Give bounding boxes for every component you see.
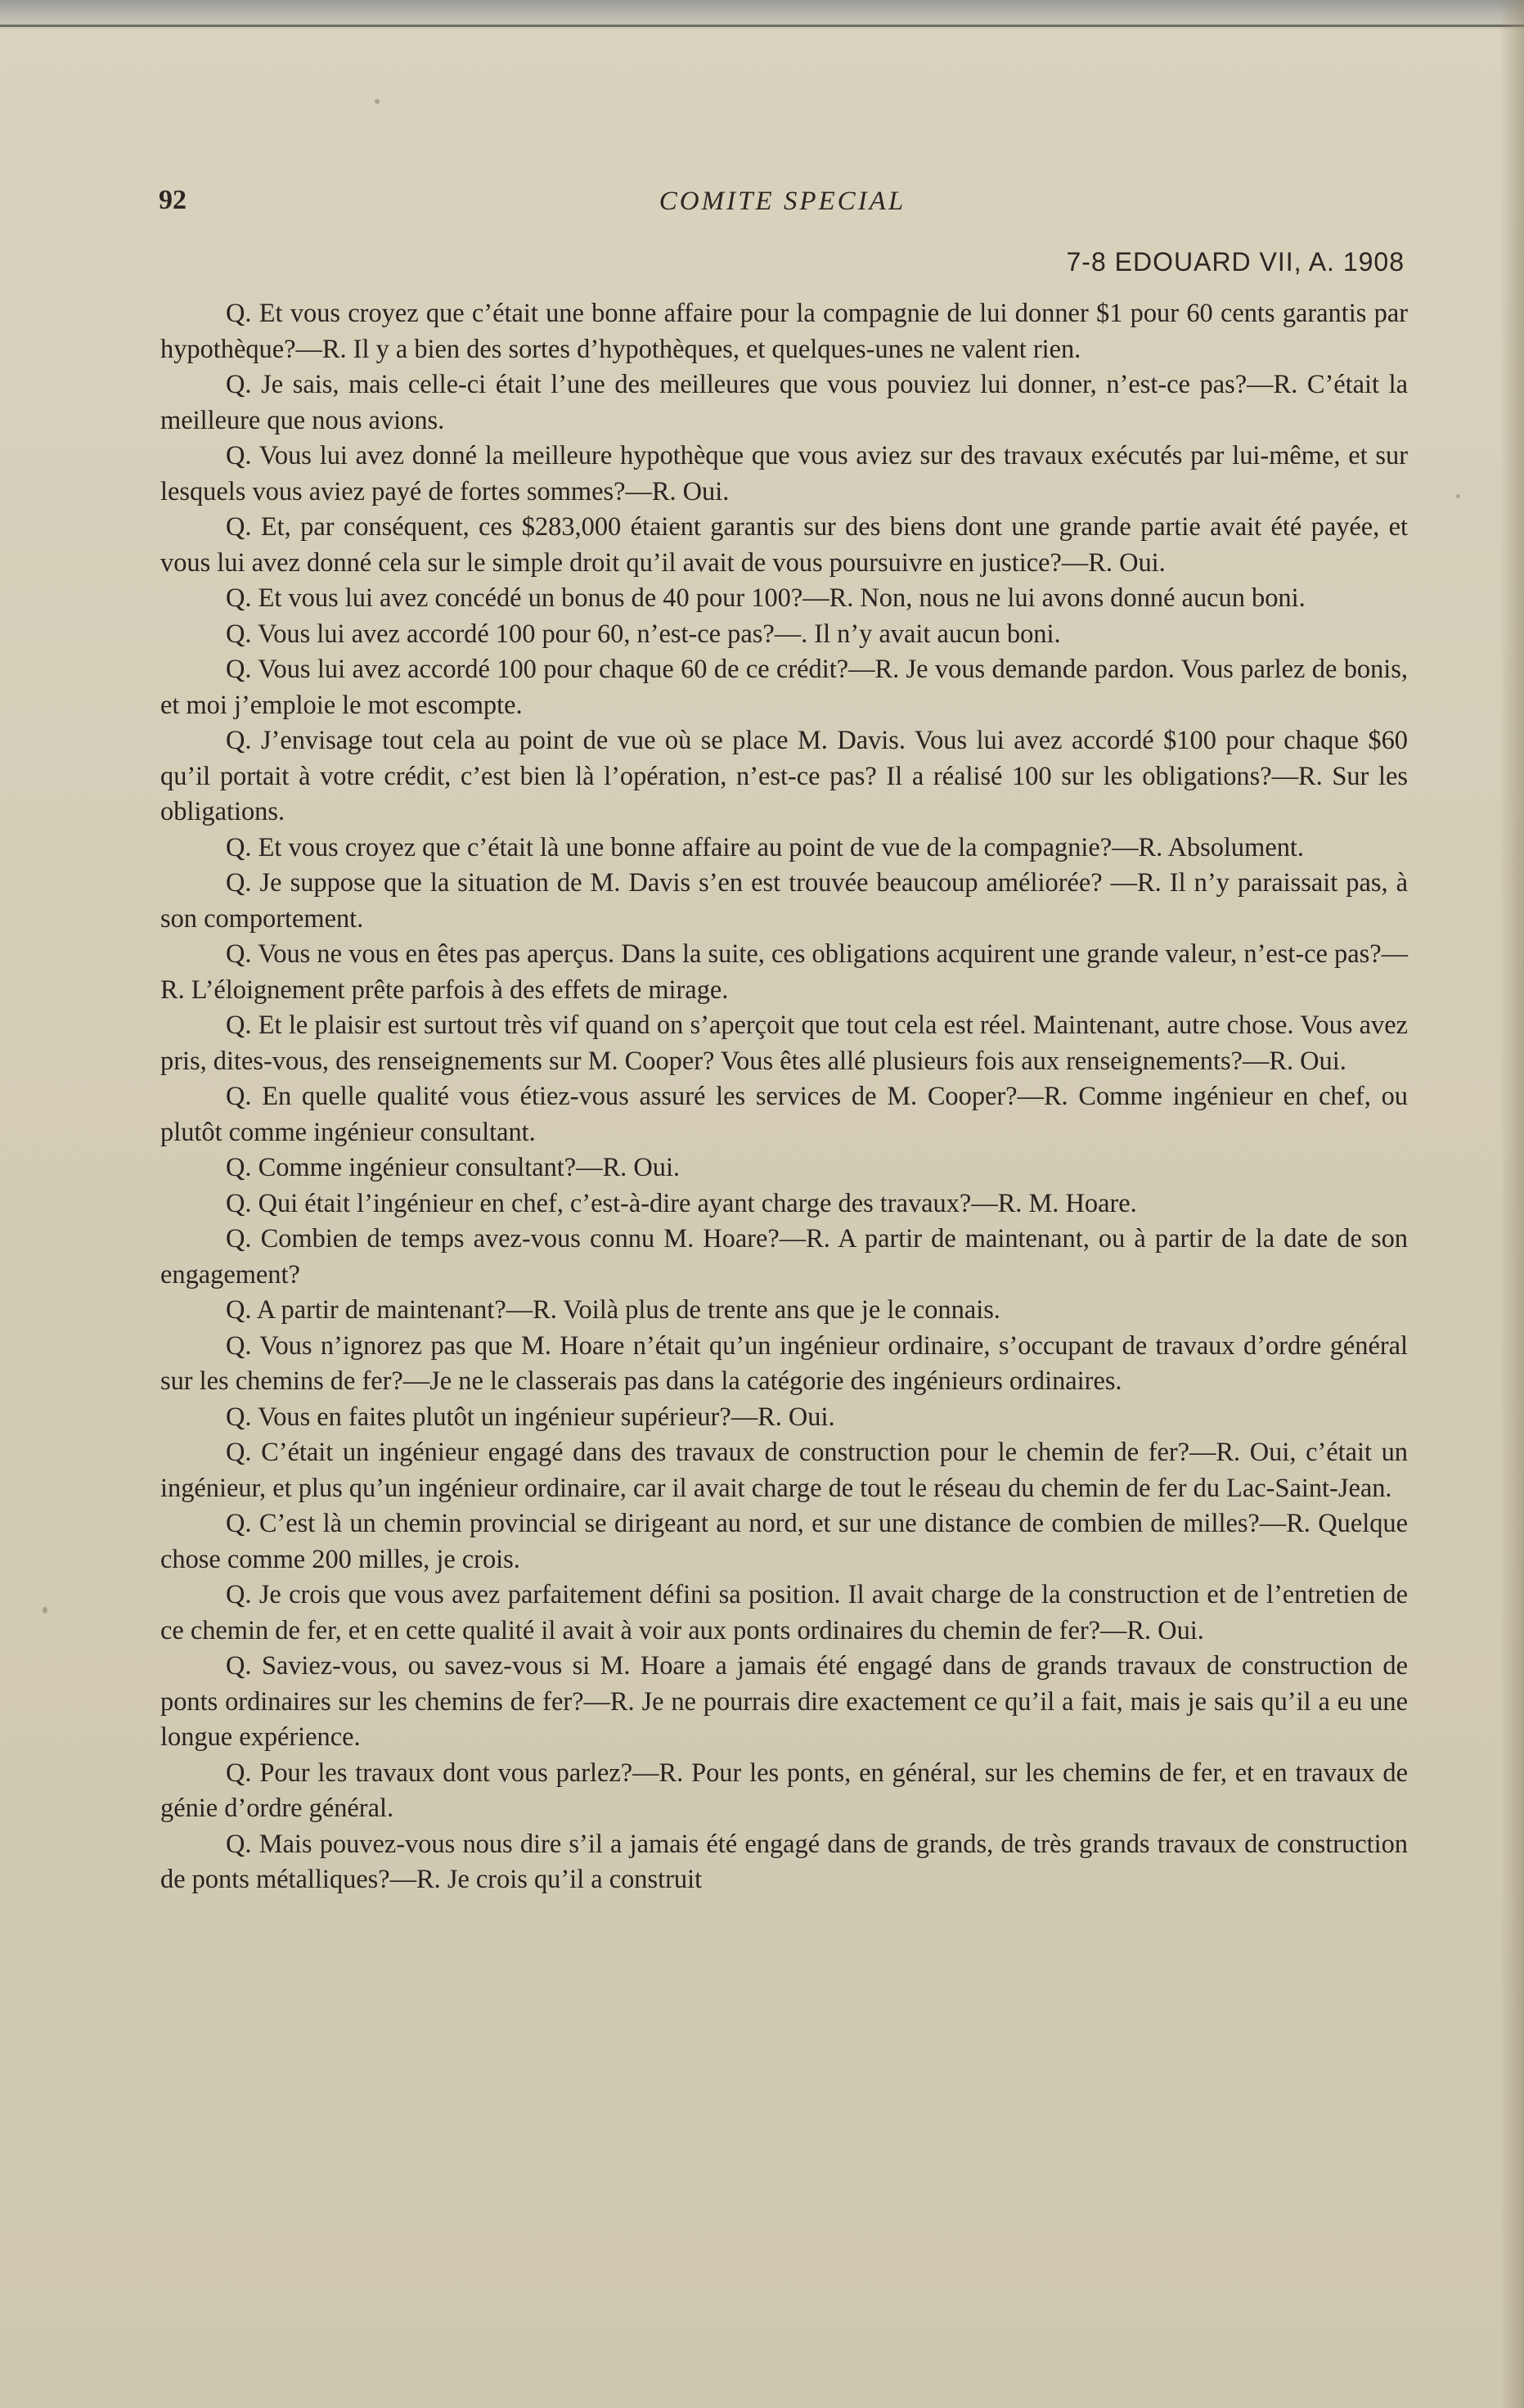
ink-speck — [375, 99, 380, 104]
qa-paragraph: Q. Combien de temps avez-vous connu M. Hoare?—R. A partir de maintenant, ou à partir de la date de son engagement? — [160, 1224, 1408, 1290]
qa-paragraph: Q. Mais pouvez-vous nous dire s’il a jamais été engagé dans de grands, de très grands travaux de construction de ponts métalliques?—R. Je crois qu’il a construit — [160, 1829, 1408, 1894]
qa-paragraph: Q. Et vous croyez que c’était une bonne affaire pour la compagnie de lui donner $1 pour 60 cents garantis par hypothèque?—R. Il y a bien des sortes d’hypothèques, et quelques-unes ne valent rien. — [160, 299, 1408, 364]
book-edge-line — [0, 25, 1524, 27]
qa-paragraph: Q. Vous en faites plutôt un ingénieur supérieur?—R. Oui. — [226, 1402, 835, 1432]
qa-paragraph: Q. Et vous lui avez concédé un bonus de 40 pour 100?—R. Non, nous ne lui avons donné aucun boni. — [226, 583, 1306, 613]
qa-paragraph: Q. Je crois que vous avez parfaitement défini sa position. Il avait charge de la construction et de l’entretien de ce chemin de fer, et en cette qualité il avait à voir aux ponts ordinaires du chemin de fer?—R. Oui. — [160, 1580, 1408, 1645]
qa-paragraph: Q. Saviez-vous, ou savez-vous si M. Hoare a jamais été engagé dans de grands travaux de construction de ponts ordinaires sur les chemins de fer?—R. Je ne pourrais dire exactement ce qu’il a fait, mais je sais qu’il a eu une longue expérience. — [160, 1651, 1408, 1752]
testimony-body — [160, 296, 1408, 1898]
page-number: 92 — [159, 185, 187, 215]
qa-paragraph: Q. Qui était l’ingénieur en chef, c’est-à-dire ayant charge des travaux?—R. M. Hoare. — [226, 1188, 1137, 1218]
page-header — [159, 185, 1406, 227]
qa-paragraph: Q. Je sais, mais celle-ci était l’une des meilleures que vous pouviez lui donner, n’est-ce pas?—R. C’était la meilleure que nous avions. — [160, 370, 1408, 435]
qa-paragraph: Q. Je suppose que la situation de M. Davis s’en est trouvée beaucoup améliorée? —R. Il n’y paraissait pas, à son comportement. — [160, 868, 1408, 934]
qa-paragraph: Q. Vous lui avez accordé 100 pour chaque 60 de ce crédit?—R. Je vous demande pardon. Vous parlez de bonis, et moi j’emploie le mot escompte. — [160, 655, 1408, 720]
session-reference: 7-8 EDOUARD VII, A. 1908 — [1066, 247, 1405, 277]
ink-speck — [43, 1607, 47, 1614]
qa-paragraph: Q. En quelle qualité vous étiez-vous assuré les services de M. Cooper?—R. Comme ingénieur en chef, ou plutôt comme ingénieur consultant. — [160, 1082, 1408, 1147]
running-title: COMITE SPECIAL — [659, 187, 906, 216]
qa-paragraph: Q. C’est là un chemin provincial se dirigeant au nord, et sur une distance de combien de milles?—R. Quelque chose comme 200 milles, je crois. — [160, 1509, 1408, 1574]
qa-paragraph: Q. Comme ingénieur consultant?—R. Oui. — [226, 1153, 681, 1182]
qa-paragraph: Q. J’envisage tout cela au point de vue où se place M. Davis. Vous lui avez accordé $100 pour chaque $60 qu’il portait à votre crédit, c’est bien là l’opération, n’est-ce pas? Il a réalisé 100 sur les obligations?—R. Sur les obligations. — [160, 726, 1408, 826]
qa-paragraph: Q. Vous lui avez donné la meilleure hypothèque que vous aviez sur des travaux exécutés par lui-même, et sur lesquels vous aviez payé de fortes sommes?—R. Oui. — [160, 441, 1408, 506]
qa-paragraph: Q. Vous n’ignorez pas que M. Hoare n’était qu’un ingénieur ordinaire, s’occupant de travaux d’ordre général sur les chemins de fer?—Je ne le classerais pas dans la catégorie des ingénieurs ordinaires. — [160, 1330, 1408, 1396]
qa-paragraph: Q. Et vous croyez que c’était là une bonne affaire au point de vue de la compagnie?—R. Absolument. — [226, 832, 1304, 862]
qa-paragraph: Q. Pour les travaux dont vous parlez?—R. Pour les ponts, en général, sur les chemins de fer, et en travaux de génie d’ordre général. — [160, 1758, 1408, 1823]
qa-paragraph: Q. Vous lui avez accordé 100 pour 60, n’est-ce pas?—. Il n’y avait aucun boni. — [226, 619, 1061, 649]
page-right-shadow — [1499, 0, 1524, 2408]
qa-paragraph: Q. Vous ne vous en êtes pas aperçus. Dans la suite, ces obligations acquirent une grande valeur, n’est-ce pas?—R. L’éloignement prête parfois à des effets de mirage. — [160, 939, 1408, 1005]
qa-paragraph: Q. Et le plaisir est surtout très vif quand on s’aperçoit que tout cela est réel. Maintenant, autre chose. Vous avez pris, dites-vous, des renseignements sur M. Cooper? Vous êtes allé plusieurs fois aux renseignements?—R. Oui. — [160, 1010, 1408, 1076]
qa-paragraph: Q. C’était un ingénieur engagé dans des travaux de construction pour le chemin de fer?—R. Oui, c’était un ingénieur, et plus qu’un ingénieur ordinaire, car il avait charge de tout le réseau du chemin de fer du Lac-Saint-Jean. — [160, 1438, 1408, 1503]
qa-paragraph: Q. A partir de maintenant?—R. Voilà plus de trente ans que je le connais. — [226, 1295, 1000, 1325]
qa-paragraph: Q. Et, par conséquent, ces $283,000 étaient garantis sur des biens dont une grande partie avait été payée, et vous lui avez donné cela sur le simple droit qu’il avait de vous poursuivre en justice?—R. Oui. — [160, 512, 1408, 578]
ink-speck — [1456, 494, 1460, 498]
